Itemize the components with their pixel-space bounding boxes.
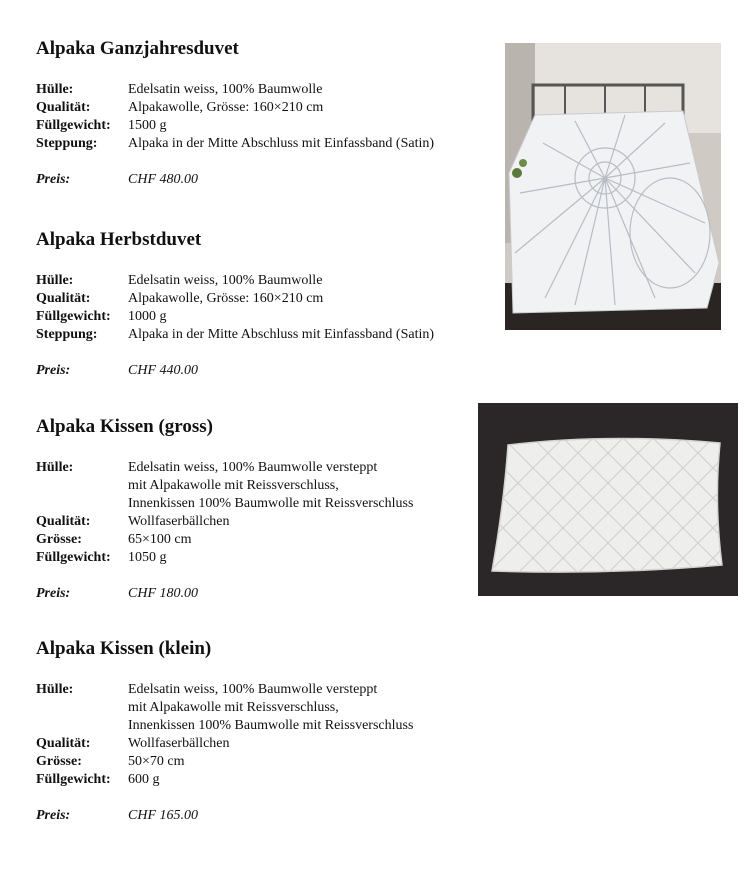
product-kissen-klein: [36, 638, 496, 825]
spec-row: [36, 99, 496, 117]
price-value: CHF 480.00: [128, 172, 198, 187]
price-row: [36, 362, 496, 380]
spec-row: [36, 272, 496, 290]
spec-value: 65×100 cm: [128, 532, 192, 547]
spec-value: 1000 g: [128, 309, 167, 324]
spec-value: Wollfaserbällchen: [128, 514, 230, 529]
duvet-photo: [505, 43, 721, 330]
spec-label: Hülle:: [36, 82, 74, 97]
product-kissen-gross: [36, 416, 496, 603]
spec-value: Edelsatin weiss, 100% Baumwolle: [128, 82, 323, 97]
spec-row: [36, 753, 496, 771]
spec-value: [128, 681, 496, 735]
price-value: CHF 165.00: [128, 808, 198, 823]
spec-line: Edelsatin weiss, 100% Baumwolle versteppt: [128, 682, 378, 697]
price-row: [36, 585, 496, 603]
price-value: CHF 180.00: [128, 586, 198, 601]
spec-row: [36, 290, 496, 308]
price-row: [36, 807, 496, 825]
spec-label: Qualität:: [36, 100, 91, 115]
spec-row: [36, 531, 496, 549]
price-row: [36, 171, 496, 189]
price-label: Preis:: [36, 586, 71, 601]
price-label: Preis:: [36, 808, 71, 823]
spec-row: [36, 549, 496, 567]
spec-line: Innenkissen 100% Baumwolle mit Reissverschluss: [128, 496, 414, 511]
spec-row: [36, 308, 496, 326]
spec-value: Alpaka in der Mitte Abschluss mit Einfassband (Satin): [128, 136, 435, 151]
spec-label: Grösse:: [36, 532, 82, 547]
spec-row: [36, 681, 496, 735]
product-title: Alpaka Kissen (klein): [36, 638, 212, 659]
spec-label: Steppung:: [36, 136, 98, 151]
spec-list: [36, 681, 496, 789]
spec-value: 1500 g: [128, 118, 167, 133]
spec-label: Hülle:: [36, 460, 74, 475]
spec-value: Alpakawolle, Grösse: 160×210 cm: [128, 291, 324, 306]
spec-row: [36, 117, 496, 135]
spec-list: [36, 81, 496, 153]
price-value: CHF 440.00: [128, 363, 198, 378]
spec-label: Hülle:: [36, 682, 74, 697]
price-label: Preis:: [36, 363, 71, 378]
spec-value: Wollfaserbällchen: [128, 736, 230, 751]
spec-label: Füllgewicht:: [36, 309, 111, 324]
spec-label: Hülle:: [36, 273, 74, 288]
spec-row: [36, 459, 496, 513]
spec-value: 50×70 cm: [128, 754, 185, 769]
product-title: Alpaka Ganzjahresduvet: [36, 38, 239, 59]
product-title: Alpaka Kissen (gross): [36, 416, 214, 437]
spec-line: mit Alpakawolle mit Reissverschluss,: [128, 478, 339, 493]
spec-row: [36, 735, 496, 753]
spec-label: Füllgewicht:: [36, 772, 111, 787]
pillow-photo: [478, 403, 738, 596]
spec-row: [36, 326, 496, 344]
spec-value: Alpaka in der Mitte Abschluss mit Einfassband (Satin): [128, 327, 435, 342]
price-label: Preis:: [36, 172, 71, 187]
spec-row: [36, 135, 496, 153]
spec-label: Qualität:: [36, 291, 91, 306]
spec-line: Edelsatin weiss, 100% Baumwolle versteppt: [128, 460, 378, 475]
spec-value: Alpakawolle, Grösse: 160×210 cm: [128, 100, 324, 115]
spec-value: 1050 g: [128, 550, 167, 565]
spec-row: [36, 81, 496, 99]
spec-label: Füllgewicht:: [36, 118, 111, 133]
spec-row: [36, 771, 496, 789]
spec-value: 600 g: [128, 772, 160, 787]
spec-label: Steppung:: [36, 327, 98, 342]
spec-list: [36, 272, 496, 344]
spec-row: [36, 513, 496, 531]
spec-value: Edelsatin weiss, 100% Baumwolle: [128, 273, 323, 288]
spec-label: Qualität:: [36, 514, 91, 529]
spec-line: Innenkissen 100% Baumwolle mit Reissverschluss: [128, 718, 414, 733]
spec-label: Grösse:: [36, 754, 82, 769]
spec-list: [36, 459, 496, 567]
product-ganzjahresduvet: [36, 38, 496, 189]
spec-label: Qualität:: [36, 736, 91, 751]
spec-line: mit Alpakawolle mit Reissverschluss,: [128, 700, 339, 715]
product-herbstduvet: [36, 229, 496, 380]
product-title: Alpaka Herbstduvet: [36, 229, 202, 250]
spec-value: [128, 459, 496, 513]
spec-label: Füllgewicht:: [36, 550, 111, 565]
